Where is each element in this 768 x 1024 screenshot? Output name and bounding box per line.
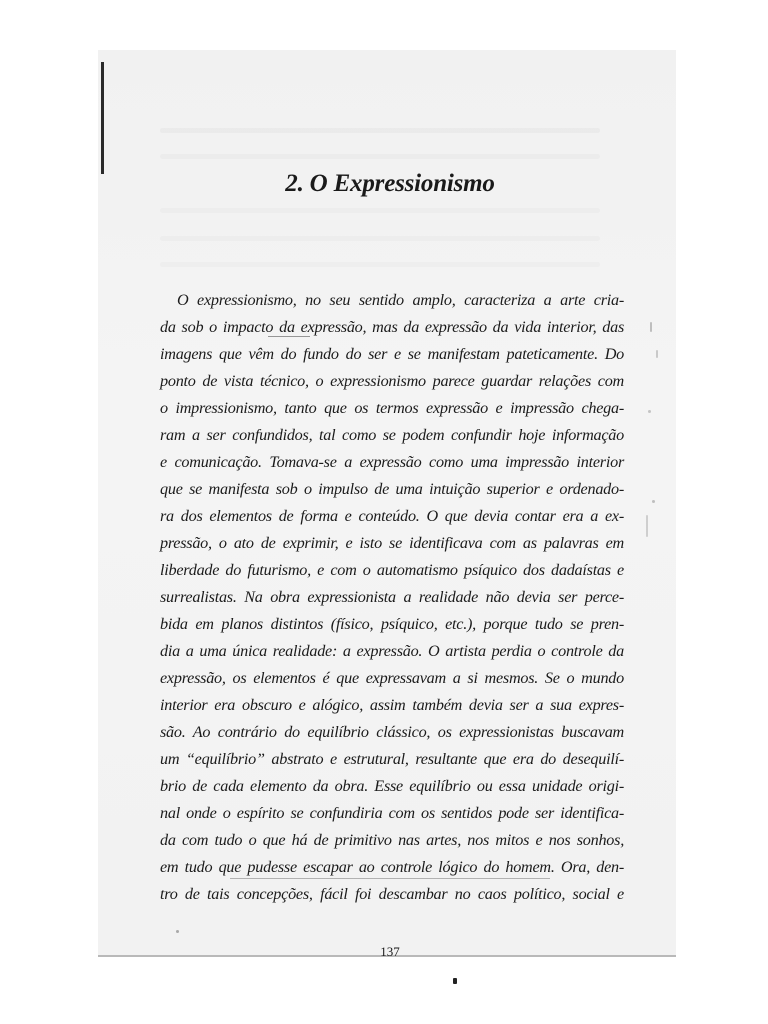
margin-mark bbox=[646, 515, 648, 537]
paragraph-line: são. Ao contrário do equilíbrio clássico, os expressionistas buscavam bbox=[160, 723, 624, 741]
margin-mark bbox=[656, 350, 658, 358]
paragraph-line: e comunicação. Tomava-se a expressão como uma impressão interior bbox=[160, 453, 624, 471]
paragraph-line: da sob o impacto da expressão, mas da expressão da vida interior, das bbox=[160, 318, 624, 336]
paragraph-line: liberdade do futurismo, e com o automatismo psíquico dos dadaístas e bbox=[160, 561, 624, 579]
paragraph-line: ram a ser confundidos, tal como se podem confundir hoje informação bbox=[160, 426, 624, 444]
pencil-underline bbox=[268, 336, 310, 337]
margin-mark bbox=[650, 322, 652, 332]
margin-mark bbox=[652, 500, 655, 503]
margin-mark bbox=[176, 930, 179, 933]
paragraph-line: O expressionismo, no seu sentido amplo, caracteriza a arte cria- bbox=[177, 291, 624, 309]
pencil-underline bbox=[230, 878, 550, 879]
page-number: 137 bbox=[380, 944, 400, 959]
paragraph-line: surrealistas. Na obra expressionista a realidade não devia ser perce- bbox=[160, 588, 624, 606]
paragraph-line: pressão, o ato de exprimir, e isto se identificava com as palavras em bbox=[160, 534, 624, 552]
paragraph-line: um “equilíbrio” abstrato e estrutural, resultante que era do desequilí- bbox=[160, 750, 624, 768]
paragraph-line: imagens que vêm do fundo do ser e se manifestam pateticamente. Do bbox=[160, 345, 624, 363]
paragraph-line: interior era obscuro e alógico, assim também devia ser a sua expres- bbox=[160, 696, 624, 714]
paragraph-line: dia a uma única realidade: a expressão. O artista perdia o controle da bbox=[160, 642, 624, 660]
binding-shadow bbox=[101, 62, 104, 174]
chapter-title: 2. O Expressionismo bbox=[285, 170, 495, 197]
paragraph-line: bida em planos distintos (físico, psíquico, etc.), porque tudo se pren- bbox=[160, 615, 624, 633]
bleed-through bbox=[160, 236, 600, 241]
paragraph-line: o impressionismo, tanto que os termos expressão e impressão chega- bbox=[160, 399, 624, 417]
paragraph-line: que se manifesta sob o impulso de uma intuição superior e ordenado- bbox=[160, 480, 624, 498]
margin-mark bbox=[648, 410, 651, 413]
paragraph-line: ra dos elementos de forma e conteúdo. O que devia contar era a ex- bbox=[160, 507, 624, 525]
paragraph-line: da com tudo o que há de primitivo nas artes, nos mitos e nos sonhos, bbox=[160, 831, 624, 849]
paragraph-line: ponto de vista técnico, o expressionismo parece guardar relações com bbox=[160, 372, 624, 390]
margin-mark bbox=[453, 978, 457, 984]
bleed-through bbox=[160, 262, 600, 267]
bleed-through bbox=[160, 208, 600, 213]
paragraph-line: em tudo que pudesse escapar ao controle lógico do homem. Ora, den- bbox=[160, 858, 624, 876]
bleed-through bbox=[160, 154, 600, 159]
paragraph-line: brio de cada elemento da obra. Esse equilíbrio ou essa unidade origi- bbox=[160, 777, 624, 795]
bleed-through bbox=[160, 128, 600, 133]
paragraph-line: tro de tais concepções, fácil foi descambar no caos político, social e bbox=[160, 885, 624, 903]
paragraph-line: nal onde o espírito se confundiria com os sentidos pode ser identifica- bbox=[160, 804, 624, 822]
paragraph-line: expressão, os elementos é que expressavam a si mesmos. Se o mundo bbox=[160, 669, 624, 687]
